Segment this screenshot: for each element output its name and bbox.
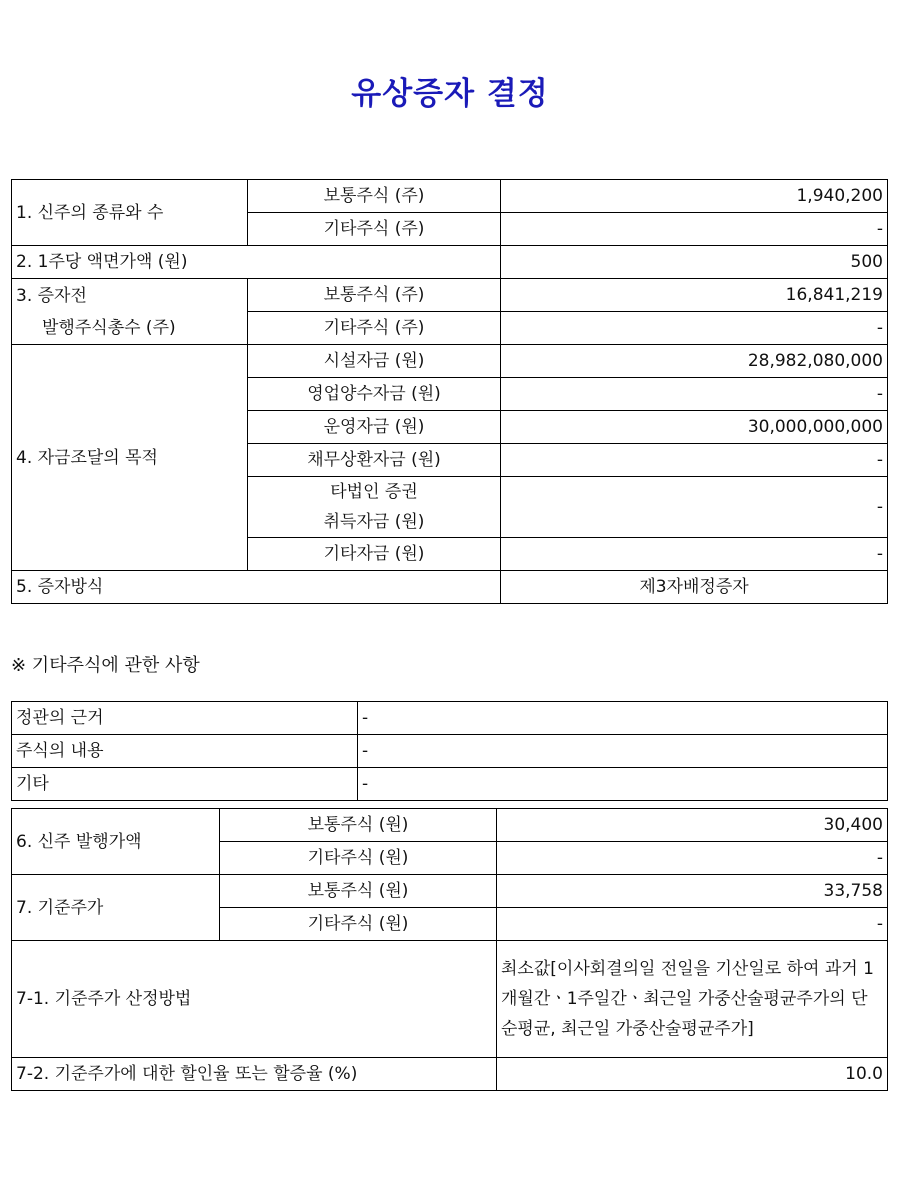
row-label: 6. 신주 발행가액 xyxy=(12,809,220,875)
row-label: 2. 1주당 액면가액 (원) xyxy=(12,246,501,279)
sub-label: 보통주식 (원) xyxy=(220,809,497,842)
value-cell: 30,400 xyxy=(497,809,888,842)
value-cell: 500 xyxy=(501,246,888,279)
value-cell: 10.0 xyxy=(497,1058,888,1091)
sub-label: 영업양수자금 (원) xyxy=(248,378,501,411)
value-cell: 16,841,219 xyxy=(501,279,888,312)
row-label: 7. 기준주가 xyxy=(12,875,220,941)
value-cell: - xyxy=(501,312,888,345)
row-label-line: 발행주식총수 (주) xyxy=(42,317,176,338)
value-cell: - xyxy=(501,378,888,411)
sub-label: 기타주식 (원) xyxy=(220,842,497,875)
rights-issue-table xyxy=(11,179,888,604)
value-cell: - xyxy=(501,538,888,571)
sub-label: 기타주식 (주) xyxy=(248,213,501,246)
value-cell: - xyxy=(358,735,888,768)
value-cell: - xyxy=(501,444,888,477)
sub-label: 보통주식 (주) xyxy=(248,279,501,312)
sub-label: 운영자금 (원) xyxy=(248,411,501,444)
value-cell: - xyxy=(501,477,888,538)
sub-label xyxy=(248,477,501,538)
value-cell: - xyxy=(497,842,888,875)
value-cell: 30,000,000,000 xyxy=(501,411,888,444)
section-note: ※ 기타주식에 관한 사항 xyxy=(11,655,200,676)
sub-label-line: 취득자금 (원) xyxy=(323,512,425,532)
value-cell: - xyxy=(358,768,888,801)
row-label-line: 3. 증자전 xyxy=(16,285,87,306)
value-cell: 33,758 xyxy=(497,875,888,908)
row-label: 7-2. 기준주가에 대한 할인율 또는 할증율 (%) xyxy=(12,1058,497,1091)
sub-label: 기타주식 (주) xyxy=(248,312,501,345)
sub-label: 시설자금 (원) xyxy=(248,345,501,378)
value-cell: 최소값[이사회결의일 전일을 기산일로 하여 과거 1개월간ㆍ1주일간ㆍ최근일 가중산술평균주가의 단순평균, 최근일 가중산술평균주가] xyxy=(497,941,888,1058)
row-label xyxy=(12,279,248,345)
other-shares-table xyxy=(11,701,888,801)
value-cell: 1,940,200 xyxy=(501,180,888,213)
row-label: 4. 자금조달의 목적 xyxy=(12,345,248,571)
issue-price-table xyxy=(11,808,888,1091)
row-label: 주식의 내용 xyxy=(12,735,358,768)
sub-label: 채무상환자금 (원) xyxy=(248,444,501,477)
row-label: 7-1. 기준주가 산정방법 xyxy=(12,941,497,1058)
row-label: 정관의 근거 xyxy=(12,702,358,735)
sub-label: 보통주식 (원) xyxy=(220,875,497,908)
value-cell: 28,982,080,000 xyxy=(501,345,888,378)
value-cell: - xyxy=(497,908,888,941)
value-cell: 제3자배정증자 xyxy=(501,571,888,604)
sub-label: 기타자금 (원) xyxy=(248,538,501,571)
sub-label: 기타주식 (원) xyxy=(220,908,497,941)
row-label: 5. 증자방식 xyxy=(12,571,501,604)
row-label: 1. 신주의 종류와 수 xyxy=(12,180,248,246)
sub-label-line: 타법인 증권 xyxy=(330,482,418,502)
value-cell: - xyxy=(501,213,888,246)
sub-label: 보통주식 (주) xyxy=(248,180,501,213)
page-title: 유상증자 결정 xyxy=(351,76,549,112)
value-cell: - xyxy=(358,702,888,735)
row-label: 기타 xyxy=(12,768,358,801)
